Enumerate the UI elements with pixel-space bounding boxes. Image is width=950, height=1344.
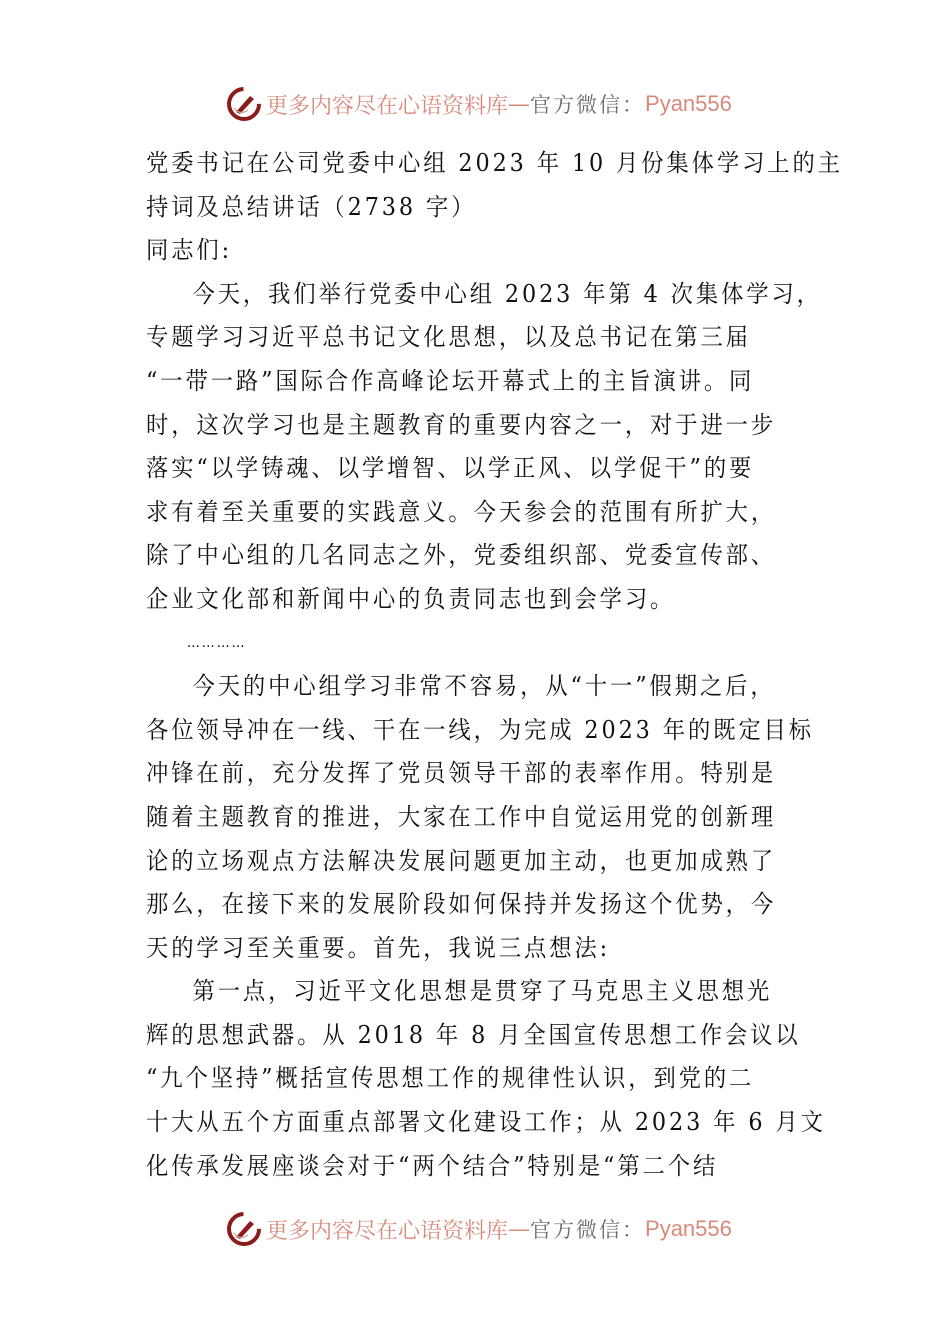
pen-circle-logo-icon <box>226 86 262 122</box>
paragraph-2-line: 冲锋在前，充分发挥了党员领导干部的表率作用。特别是 <box>146 759 777 788</box>
paragraph-3-line: “九个坚持”概括宣传思想工作的规律性认识，到党的二 <box>146 1064 755 1093</box>
paragraph-2-line: 随着主题教育的推进，大家在工作中自觉运用党的创新理 <box>146 802 777 831</box>
watermark-wechat-id: Pyan556 <box>645 1216 732 1241</box>
paragraph-3-line: 化传承发展座谈会对于“两个结合”特别是“第二个结 <box>146 1151 719 1180</box>
pen-circle-logo-icon <box>226 1211 262 1247</box>
paragraph-1-line: 今天，我们举行党委中心组 2023 年第 4 次集体学习， <box>192 279 822 308</box>
paragraph-1-line: “一带一路”国际合作高峰论坛开幕式上的主旨演讲。同 <box>146 366 755 395</box>
document-title-line-1: 党委书记在公司党委中心组 2023 年 10 月份集体学习上的主 <box>146 149 843 177</box>
paragraph-2-line: 论的立场观点方法解决发展问题更加主动，也更加成熟了 <box>146 846 777 875</box>
paragraph-1-line: 求有着至关重要的实践意义。今天参会的范围有所扩大， <box>146 497 777 526</box>
document-title-line-2: 持词及总结讲话（2738 字） <box>146 192 477 221</box>
watermark-dash: — <box>508 91 531 117</box>
watermark-label: 官方微信： <box>530 1218 646 1242</box>
paragraph-1-line: 专题学习习近平总书记文化思想，以及总书记在第三届 <box>146 323 751 352</box>
paragraph-2-line: 那么，在接下来的发展阶段如何保持并发扬这个优势，今 <box>146 890 777 919</box>
ellipsis: ………… <box>186 634 247 651</box>
paragraph-2-line: 各位领导冲在一线、干在一线，为完成 2023 年的既定目标 <box>146 715 814 744</box>
watermark-brand-text: 更多内容尽在心语资料库 <box>266 1218 509 1244</box>
paragraph-3-line: 十大从五个方面重点部署文化建设工作；从 2023 年 6 月文 <box>146 1108 826 1137</box>
footer-watermark <box>226 1207 732 1251</box>
paragraph-3-line: 辉的思想武器。从 2018 年 8 月全国宣传思想工作会议以 <box>146 1020 801 1049</box>
paragraph-1-line: 落实“以学铸魂、以学增智、以学正风、以学促干”的要 <box>146 454 755 483</box>
watermark-dash: — <box>508 1216 531 1242</box>
paragraph-2-line: 天的学习至关重要。首先，我说三点想法: <box>146 933 611 962</box>
watermark-label: 官方微信： <box>530 93 646 117</box>
document-body <box>146 142 843 1188</box>
watermark-brand-text: 更多内容尽在心语资料库 <box>266 93 509 119</box>
paragraph-3-line: 第一点，习近平文化思想是贯穿了马克思主义思想光 <box>192 977 773 1006</box>
paragraph-1-line: 企业文化部和新闻中心的负责同志也到会学习。 <box>146 584 676 613</box>
header-watermark <box>226 82 732 126</box>
paragraph-1-line: 除了中心组的几名同志之外，党委组织部、党委宣传部、 <box>146 541 777 570</box>
watermark-wechat-id: Pyan556 <box>645 91 732 116</box>
paragraph-1-line: 时，这次学习也是主题教育的重要内容之一，对于进一步 <box>146 410 777 439</box>
paragraph-2-line: 今天的中心组学习非常不容易，从“十一”假期之后， <box>192 672 776 701</box>
salutation: 同志们: <box>146 236 233 265</box>
